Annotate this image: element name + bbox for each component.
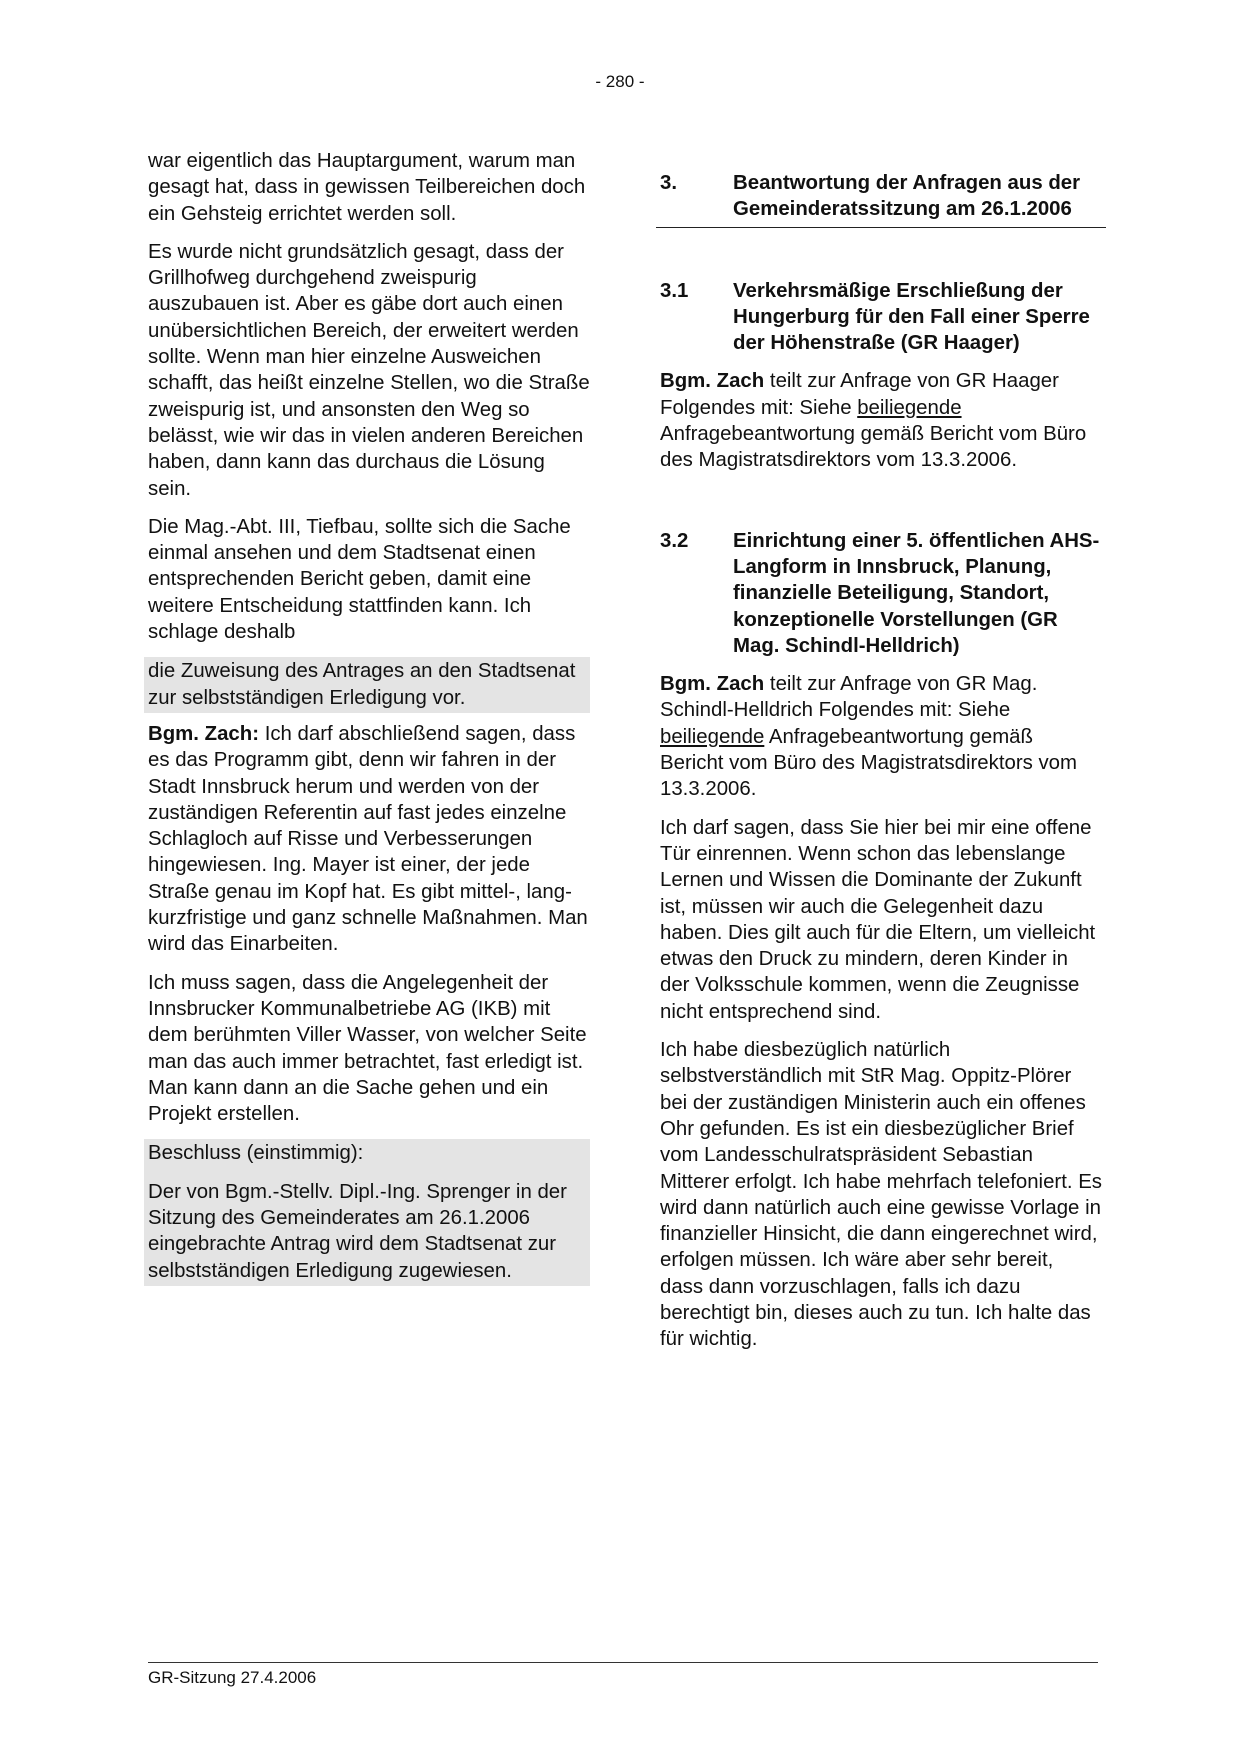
section-title: Verkehrsmäßige Erschließung der Hungerburg für den Fall einer Sperre der Höhenstraße (GR Haager) — [733, 279, 1090, 355]
section-heading-3-1 — [660, 278, 1102, 357]
right-column — [660, 148, 1102, 1365]
speaker-name: Bgm. Zach — [660, 673, 765, 696]
speaker-name: Bgm. Zach — [660, 370, 765, 393]
paragraph: Die Mag.-Abt. III, Tiefbau, sollte sich die Sache einmal ansehen und dem Stadtsenat einen entsprechenden Bericht geben, damit eine weitere Entscheidung stattfinden kann. Ich schlage deshalb — [148, 515, 571, 644]
section-title: Einrichtung einer 5. öffentlichen AHS-Langform in Innsbruck, Planung, finanzielle Beteiligung, Standort, konzeptionelle Vorstellungen (GR Mag. Schindl-Helldrich) — [733, 529, 1100, 657]
section-number: 3. — [660, 172, 678, 194]
attachment-reference: beiliegende — [660, 725, 765, 748]
answer-text: teilt zur Anfrage von GR Mag. Schindl-Helldrich Folgendes mit: Siehe — [660, 673, 1038, 722]
motion-text: die Zuweisung des Antrages an den Stadtsenat zur selbstständigen Erledigung vor. — [148, 660, 576, 709]
section-number: 3.2 — [660, 529, 689, 552]
attachment-reference: beiliegende — [857, 396, 962, 419]
resolution-label: Beschluss (einstimmig): — [148, 1142, 364, 1165]
resolution-text-box — [144, 1169, 590, 1286]
paragraph: Ich darf sagen, dass Sie hier bei mir eine offene Tür einrennen. Wenn schon das lebenslange Lernen und Wissen die Dominante der Zukunft ist, müssen wir auch die Gelegenheit dazu haben. Dies gilt auch für die Eltern, um vielleicht etwas den Druck zu mindern, deren Kinder in der Volksschule kommen, wenn die Zeugnisse nicht entsprechend sind. — [660, 816, 1096, 1023]
paragraph — [660, 368, 1102, 473]
section-heading-3-2 — [660, 528, 1102, 659]
footer-divider — [148, 1662, 1098, 1663]
section-number: 3.1 — [660, 279, 689, 302]
motion-box — [144, 657, 590, 713]
paragraph: Es wurde nicht grundsätzlich gesagt, dass der Grillhofweg durchgehend zweispurig auszubauen ist. Aber es gäbe dort auch einen unübersichtlichen Bereich, der erweitert werden sollte. Wenn man hier einzelne Ausweichen schafft, das heißt einzelne Stellen, wo die Straße zweispurig ist, und ansonsten den Weg so belässt, wie wir das in vielen anderen Bereichen haben, dann kann das durchaus die Lösung sein. — [148, 240, 590, 500]
paragraph: war eigentlich das Hauptargument, warum man gesagt hat, dass in gewissen Teilbereichen doch ein Gehsteig errichtet werden soll. — [148, 150, 586, 225]
resolution-text: Der von Bgm.-Stellv. Dipl.-Ing. Sprenger in der Sitzung des Gemeinderates am 26.1.2006 eingebrachte Antrag wird dem Stadtsenat zur selbstständigen Erledigung zugewiesen. — [148, 1180, 567, 1282]
footer-text: GR-Sitzung 27.4.2006 — [148, 1668, 317, 1687]
section-heading-3 — [660, 170, 1102, 223]
resolution-label-box — [144, 1139, 590, 1168]
speaker-name: Bgm. Zach: — [148, 722, 260, 745]
left-column — [148, 148, 590, 1294]
speech-text: Ich darf abschließend sagen, dass es das Programm gibt, denn wir fahren in der Stadt Innsbruck herum und werden von der zuständigen Referentin auf fast jedes einzelne Schlagloch auf Risse und Verbesserungen hingewiesen. Ing. Mayer ist einer, der jede Straße genau im Kopf hat. Es gibt mittel-, lang-kurzfristige und ganz schnelle Maßnahmen. Man wird das Einarbeiten. — [148, 722, 588, 956]
paragraph — [148, 721, 590, 958]
answer-text: Anfragebeantwortung gemäß Bericht vom Büro des Magistratsdirektors vom 13.3.2006. — [660, 423, 1087, 472]
answer-text: Anfragebeantwortung gemäß Bericht vom Büro des Magistratsdirektors vom 13.3.2006. — [660, 725, 1078, 801]
page-number: - 280 - — [595, 72, 645, 91]
answer-text: teilt zur Anfrage von GR Haager Folgendes mit: Siehe — [660, 370, 1059, 419]
paragraph: Ich habe diesbezüglich natürlich selbstverständlich mit StR Mag. Oppitz-Plörer bei der zuständigen Ministerin auch ein offenes Ohr gefunden. Es ist ein diesbezüglicher Brief vom Landesschulratspräsident Sebastian Mitterer erfolgt. Ich habe mehrfach telefoniert. Es wird dann natürlich auch eine gewisse Vorlage in finanzieller Hinsicht, die dann eingerechnet wird, erfolgen müssen. Ich wäre aber sehr bereit, dass dann vorzuschlagen, falls ich dazu berechtigt bin, dieses auch zu tun. Ich halte das für wichtig. — [660, 1039, 1103, 1351]
section-title: Beantwortung der Anfragen aus der Gemeinderatssitzung am 26.1.2006 — [733, 172, 1081, 221]
paragraph: Ich muss sagen, dass die Angelegenheit der Innsbrucker Kommunalbetriebe AG (IKB) mit dem berühmten Viller Wasser, von welcher Seite man das auch immer betrachtet, fast erledigt ist. Man kann dann an die Sache gehen und ein Projekt erstellen. — [148, 971, 587, 1126]
paragraph — [660, 671, 1102, 802]
